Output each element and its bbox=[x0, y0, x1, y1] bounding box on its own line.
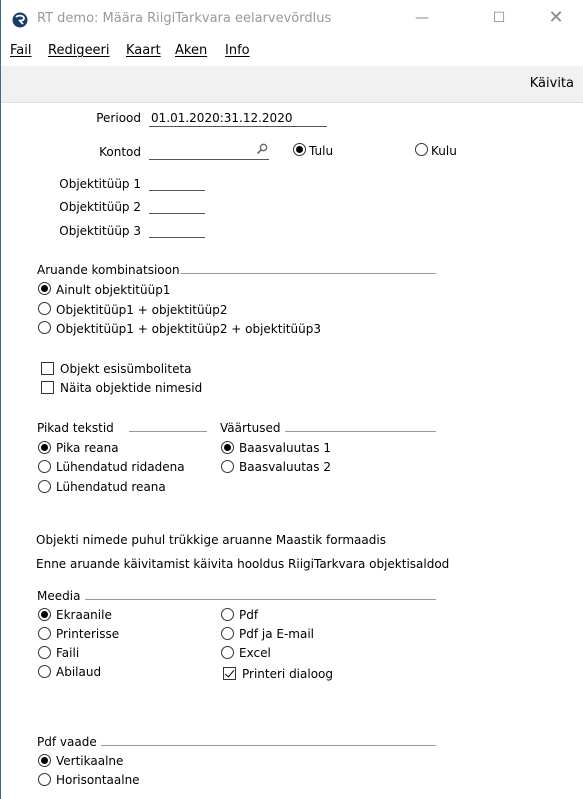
menu-edit[interactable]: Redigeeri bbox=[48, 43, 110, 58]
pdfview-label-vertical: Vertikaalne bbox=[56, 754, 124, 768]
objtype2-label: Objektitüüp 2 bbox=[59, 200, 141, 214]
pdfview-radio-horizontal[interactable] bbox=[38, 773, 51, 786]
close-icon[interactable]: ✕ bbox=[548, 7, 564, 28]
combo-radio-2[interactable] bbox=[38, 302, 51, 315]
printer-dialog-label: Printeri dialoog bbox=[242, 667, 334, 681]
divider bbox=[85, 599, 436, 600]
tulu-label: Tulu bbox=[309, 144, 334, 158]
longtext-radio-3[interactable] bbox=[38, 480, 51, 493]
media-label-screen: Ekraanile bbox=[56, 608, 112, 622]
pdfview-radio-vertical[interactable] bbox=[38, 754, 51, 767]
menu-info[interactable]: Info bbox=[225, 43, 250, 58]
menu-file[interactable]: Fail bbox=[10, 43, 32, 58]
title-bar[interactable] bbox=[1, 0, 583, 38]
objtype1-field[interactable] bbox=[149, 174, 205, 191]
longtext-label-2: Lühendatud ridadena bbox=[56, 460, 185, 474]
menu-card[interactable]: Kaart bbox=[126, 43, 161, 58]
obj-prefix-checkbox[interactable] bbox=[41, 362, 54, 375]
obj-prefix-label: Objekt esisümboliteta bbox=[60, 362, 192, 376]
divider bbox=[129, 431, 207, 432]
combo-label-3: Objektitüüp1 + objektitüüp2 + objektitüüp3 bbox=[56, 322, 321, 336]
kulu-radio[interactable] bbox=[415, 143, 428, 156]
tulu-radio[interactable] bbox=[293, 143, 306, 156]
printer-dialog-checkbox[interactable] bbox=[223, 667, 236, 680]
divider bbox=[101, 745, 436, 746]
media-label-clipboard: Abilaud bbox=[56, 665, 102, 679]
accounts-field[interactable] bbox=[149, 143, 269, 160]
maximize-icon[interactable]: ☐ bbox=[492, 10, 506, 26]
show-names-checkbox[interactable] bbox=[41, 381, 54, 394]
menu-window[interactable]: Aken bbox=[175, 43, 208, 58]
combo-radio-3[interactable] bbox=[38, 321, 51, 334]
media-label-file: Faili bbox=[56, 646, 80, 660]
values-label-1: Baasvaluutas 1 bbox=[239, 441, 331, 455]
media-label-pdf: Pdf bbox=[239, 608, 259, 622]
pdf-view-title: Pdf vaade bbox=[37, 735, 97, 749]
media-radio-screen[interactable] bbox=[38, 608, 51, 621]
longtext-radio-1[interactable] bbox=[38, 441, 51, 454]
media-radio-pdf-email[interactable] bbox=[221, 627, 234, 640]
media-label-excel: Excel bbox=[239, 646, 271, 660]
media-label-printer: Printerisse bbox=[56, 627, 120, 641]
objtype3-field[interactable] bbox=[149, 221, 205, 238]
toolbar bbox=[1, 66, 583, 103]
menu-bar bbox=[1, 39, 583, 63]
note-line-1: Objekti nimede puhul trükkige aruanne Maastik formaadis bbox=[36, 533, 386, 547]
accounts-label: Kontod bbox=[99, 145, 141, 159]
pdfview-label-horizontal: Horisontaalne bbox=[56, 773, 140, 787]
media-radio-clipboard[interactable] bbox=[38, 665, 51, 678]
longtext-label-3: Lühendatud reana bbox=[56, 480, 166, 494]
media-label-pdf-email: Pdf ja E-mail bbox=[239, 627, 315, 641]
objtype3-label: Objektitüüp 3 bbox=[59, 224, 141, 238]
media-radio-excel[interactable] bbox=[221, 646, 234, 659]
combo-radio-1[interactable] bbox=[38, 282, 51, 295]
media-title: Meedia bbox=[37, 589, 81, 603]
objtype1-label: Objektitüüp 1 bbox=[59, 177, 141, 191]
period-label: Periood bbox=[96, 111, 141, 125]
longtext-radio-2[interactable] bbox=[38, 460, 51, 473]
minimize-icon[interactable]: — bbox=[415, 10, 429, 26]
combo-label-2: Objektitüüp1 + objektitüüp2 bbox=[56, 303, 228, 317]
media-radio-pdf[interactable] bbox=[221, 608, 234, 621]
kulu-label: Kulu bbox=[431, 144, 457, 158]
combo-label-1: Ainult objektitüüp1 bbox=[56, 283, 171, 297]
values-title: Väärtused bbox=[220, 421, 281, 435]
divider bbox=[181, 273, 436, 274]
run-button[interactable]: Käivita bbox=[529, 76, 574, 91]
values-radio-2[interactable] bbox=[221, 460, 234, 473]
values-radio-1[interactable] bbox=[221, 441, 234, 454]
media-radio-file[interactable] bbox=[38, 646, 51, 659]
note-line-2: Enne aruande käivitamist käivita hooldus RiigiTarkvara objektisaldod bbox=[36, 557, 450, 571]
values-label-2: Baasvaluutas 2 bbox=[239, 460, 331, 474]
media-radio-printer[interactable] bbox=[38, 627, 51, 640]
divider bbox=[285, 431, 436, 432]
long-text-title: Pikad tekstid bbox=[37, 421, 114, 435]
longtext-label-1: Pika reana bbox=[56, 441, 119, 455]
lookup-icon[interactable] bbox=[256, 143, 268, 155]
window-title: RT demo: Määra RiigiTarkvara eelarvevõrdlus bbox=[37, 11, 332, 26]
objtype2-field[interactable] bbox=[149, 197, 205, 214]
report-combo-title: Aruande kombinatsioon bbox=[37, 263, 180, 277]
period-field[interactable]: 01.01.2020:31.12.2020 bbox=[149, 110, 327, 127]
show-names-label: Näita objektide nimesid bbox=[60, 381, 203, 395]
app-icon bbox=[12, 12, 28, 28]
